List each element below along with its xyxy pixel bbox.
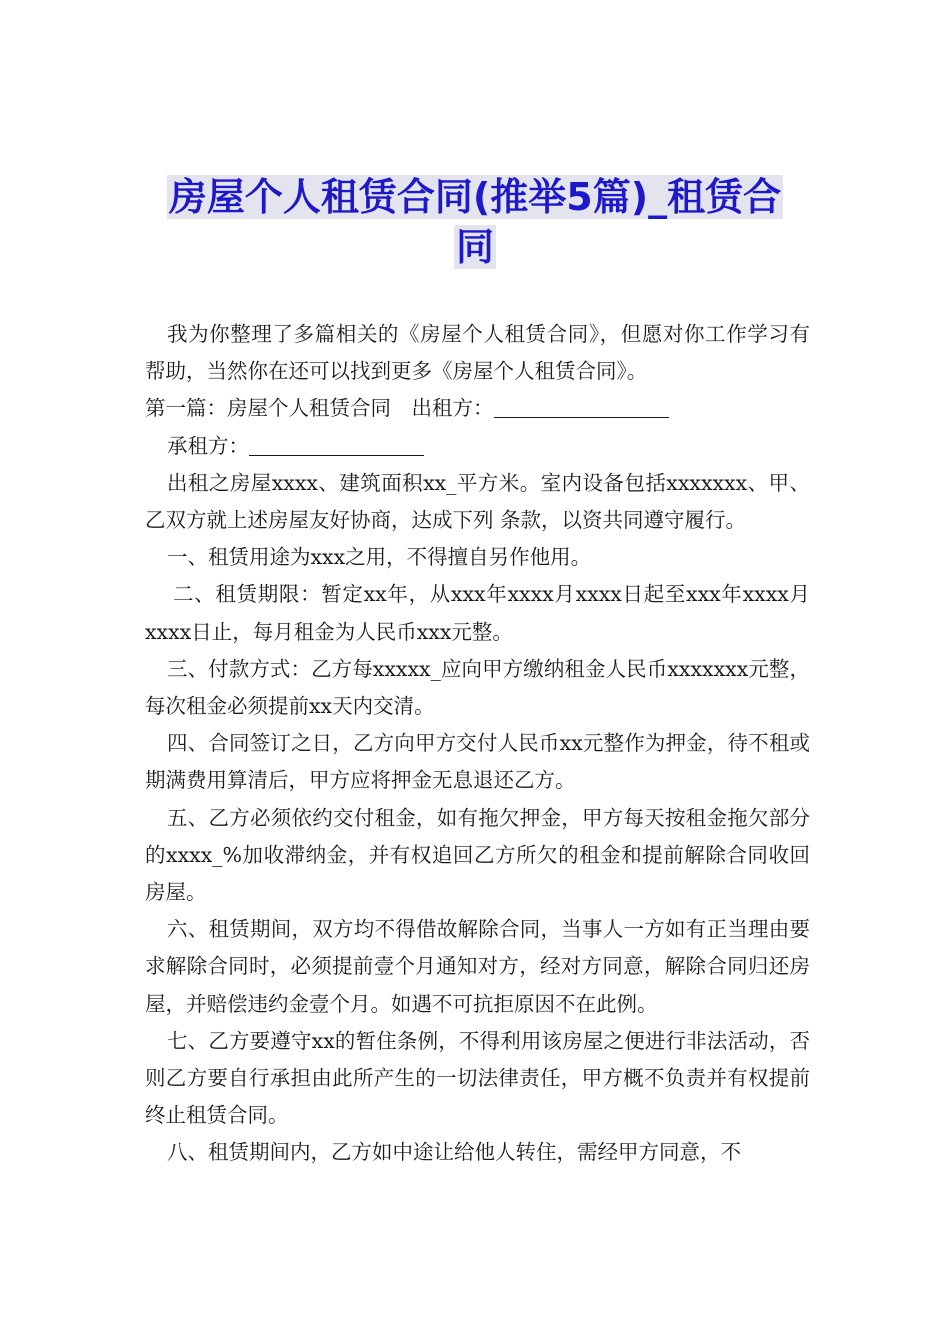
- clause-6: 六、租赁期间，双方均不得借故解除合同，当事人一方如有正当理由要求解除合同时，必须提前壹个月通知对方，经对方同意，解除合同归还房屋，并赔偿违约金壹个月。如遇不可抗拒原因不在此例。: [145, 917, 810, 1016]
- lessee-line: [145, 428, 810, 465]
- intro-paragraph: 我为你整理了多篇相关的《房屋个人租赁合同》，但愿对你工作学习有帮助，当然你在还可以找到更多《房屋个人租赁合同》。: [145, 322, 810, 384]
- chapter-heading-lessor: [145, 390, 810, 427]
- chapter-lessor-label: 第一篇：房屋个人租赁合同 出租方：: [145, 396, 494, 421]
- house-paragraph: 出租之房屋xxxx、建筑面积xx_平方米。室内设备包括xxxxxxx、甲、乙双方就上述房屋友好协商，达成下列 条款，以资共同遵守履行。: [145, 470, 810, 533]
- document-body: [145, 316, 810, 1172]
- title-line-2: 同: [455, 225, 494, 269]
- clause-1: 一、租赁用途为xxx之用，不得擅自另作他用。: [167, 545, 592, 570]
- lessee-label: 承租方：: [167, 433, 249, 458]
- lessor-blank-line: [494, 395, 669, 418]
- title-line-1: 房屋个人租赁合同(推举5篇)_租赁合: [168, 175, 782, 219]
- clause-3: 三、付款方式：乙方每xxxxx_应向甲方缴纳租金人民币xxxxxxx元整，每次租金必须提前xx天内交清。: [145, 656, 810, 719]
- clause-8: 八、租赁期间内，乙方如中途让给他人转住，需经甲方同意，不: [167, 1140, 741, 1165]
- lessee-blank-line: [249, 433, 424, 456]
- clause-5: 五、乙方必须依约交付租金，如有拖欠押金，甲方每天按租金拖欠部分的xxxx_%加收滞纳金，并有权追回乙方所欠的租金和提前解除合同收回房屋。: [145, 805, 810, 905]
- clause-2: 二、租赁期限：暂定xx年，从xxx年xxxx月xxxx日起至xxx年xxxx月xxxx日止，每月租金为人民币xxx元整。: [145, 582, 810, 644]
- document-title: [150, 172, 800, 272]
- clause-4: 四、合同签订之日，乙方向甲方交付人民币xx元整作为押金，待不租或期满费用算清后，甲方应将押金无息退还乙方。: [145, 731, 810, 793]
- clause-7: 七、乙方要遵守xx的暂住条例，不得利用该房屋之便进行非法活动，否则乙方要自行承担由此所产生的一切法律责任，甲方概不负责并有权提前终止租赁合同。: [145, 1028, 810, 1128]
